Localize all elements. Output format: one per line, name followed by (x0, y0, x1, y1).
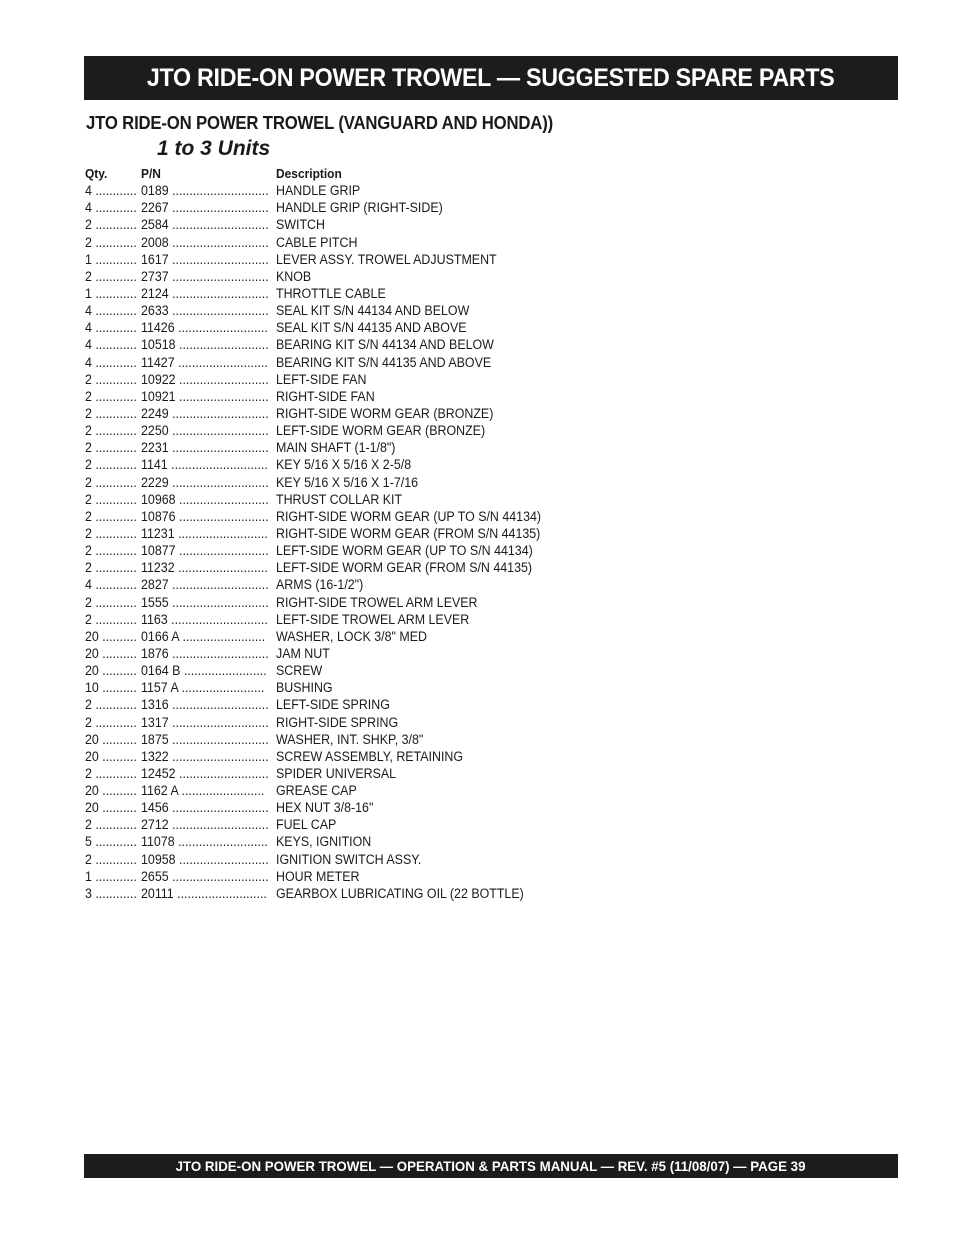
qty-cell: 2 ............ (85, 817, 137, 833)
units-heading: 1 to 3 Units (157, 137, 271, 160)
pn-cell: 2633 ............................ (141, 303, 269, 319)
qty-cell: 2 ............ (85, 423, 137, 439)
table-row (85, 576, 605, 593)
pn-cell: 12452 .......................... (141, 765, 269, 781)
parts-rows (85, 182, 605, 902)
pn-cell: 2008 ............................ (141, 234, 269, 250)
description-cell: RIGHT-SIDE FAN (276, 388, 375, 404)
table-row (85, 302, 605, 319)
qty-cell: 2 ............ (85, 543, 137, 559)
description-cell: BUSHING (276, 680, 333, 696)
description-cell: HOUR METER (276, 868, 360, 884)
pn-cell: 2827 ............................ (141, 577, 269, 593)
pn-cell: 1876 ............................ (141, 645, 269, 661)
description-cell: RIGHT-SIDE WORM GEAR (FROM S/N 44135) (276, 525, 541, 541)
table-row (85, 474, 605, 491)
pn-cell: 2229 ............................ (141, 474, 269, 490)
description-cell: FUEL CAP (276, 817, 337, 833)
qty-cell: 4 ............ (85, 303, 137, 319)
qty-cell: 1 ............ (85, 285, 137, 301)
description-cell: RIGHT-SIDE WORM GEAR (UP TO S/N 44134) (276, 508, 542, 524)
table-row (85, 662, 605, 679)
description-cell: HANDLE GRIP (276, 183, 361, 199)
table-row (85, 782, 605, 799)
table-row (85, 199, 605, 216)
pn-cell: 11426 .......................... (141, 320, 268, 336)
table-row (85, 611, 605, 628)
description-cell: LEFT-SIDE SPRING (276, 697, 390, 713)
qty-cell: 4 ............ (85, 200, 137, 216)
parts-table (85, 165, 605, 902)
description-header: Description (276, 166, 342, 181)
pn-cell: 2267 ............................ (141, 200, 269, 216)
description-cell: RIGHT-SIDE SPRING (276, 714, 399, 730)
description-cell: LEVER ASSY. TROWEL ADJUSTMENT (276, 251, 497, 267)
table-row (85, 868, 605, 885)
description-cell: GREASE CAP (276, 783, 357, 799)
pn-cell: 2249 ............................ (141, 405, 269, 421)
description-cell: KEY 5/16 X 5/16 X 2-5/8 (276, 457, 412, 473)
description-cell: WASHER, LOCK 3/8" MED (276, 628, 427, 644)
description-cell: LEFT-SIDE FAN (276, 371, 367, 387)
page-title: JTO RIDE-ON POWER TROWEL — SUGGESTED SPARE PARTS (147, 63, 835, 92)
pn-cell: 1317 ............................ (141, 714, 269, 730)
table-row (85, 799, 605, 816)
table-header-row (85, 165, 605, 182)
pn-cell: 1555 ............................ (141, 594, 269, 610)
qty-cell: 2 ............ (85, 697, 137, 713)
qty-cell: 2 ............ (85, 765, 137, 781)
description-cell: BEARING KIT S/N 44134 AND BELOW (276, 337, 494, 353)
qty-header: Qty. (85, 166, 108, 181)
qty-cell: 20 .......... (85, 645, 137, 661)
pn-cell: 2250 ............................ (141, 423, 269, 439)
table-row (85, 388, 605, 405)
qty-cell: 5 ............ (85, 834, 137, 850)
pn-cell: 2655 ............................ (141, 868, 269, 884)
table-row (85, 748, 605, 765)
table-row (85, 696, 605, 713)
table-row (85, 679, 605, 696)
qty-cell: 2 ............ (85, 457, 137, 473)
table-row (85, 371, 605, 388)
pn-cell: 10877 .......................... (141, 543, 269, 559)
table-row (85, 816, 605, 833)
table-row (85, 851, 605, 868)
pn-cell: 2712 ............................ (141, 817, 269, 833)
table-row (85, 765, 605, 782)
qty-cell: 2 ............ (85, 217, 137, 233)
table-row (85, 491, 605, 508)
qty-cell: 20 .......... (85, 663, 137, 679)
qty-cell: 4 ............ (85, 320, 137, 336)
pn-cell: 0166 A ........................ (141, 628, 266, 644)
pn-cell: 11078 .......................... (141, 834, 268, 850)
description-cell: CABLE PITCH (276, 234, 358, 250)
description-cell: HEX NUT 3/8-16" (276, 800, 374, 816)
pn-cell: 11232 .......................... (141, 560, 268, 576)
pn-cell: 0164 B ........................ (141, 663, 267, 679)
qty-cell: 2 ............ (85, 851, 137, 867)
pn-cell: 1456 ............................ (141, 800, 269, 816)
table-row (85, 251, 605, 268)
table-row (85, 508, 605, 525)
pn-cell: 10922 .......................... (141, 371, 269, 387)
qty-cell: 2 ............ (85, 388, 137, 404)
qty-cell: 10 .......... (85, 680, 137, 696)
description-cell: RIGHT-SIDE WORM GEAR (BRONZE) (276, 405, 494, 421)
qty-cell: 2 ............ (85, 491, 137, 507)
table-row (85, 559, 605, 576)
description-cell: KEY 5/16 X 5/16 X 1-7/16 (276, 474, 419, 490)
qty-cell: 1 ............ (85, 868, 137, 884)
description-cell: SCREW ASSEMBLY, RETAINING (276, 748, 464, 764)
description-cell: SEAL KIT S/N 44134 AND BELOW (276, 303, 470, 319)
description-cell: JAM NUT (276, 645, 330, 661)
qty-cell: 3 ............ (85, 885, 137, 901)
pn-cell: 1162 A ........................ (141, 783, 265, 799)
table-row (85, 542, 605, 559)
description-cell: LEFT-SIDE WORM GEAR (FROM S/N 44135) (276, 560, 533, 576)
qty-cell: 4 ............ (85, 337, 137, 353)
description-cell: ARMS (16-1/2") (276, 577, 364, 593)
table-row (85, 336, 605, 353)
pn-cell: 10958 .......................... (141, 851, 269, 867)
description-cell: MAIN SHAFT (1-1/8") (276, 440, 396, 456)
pn-cell: 1617 ............................ (141, 251, 269, 267)
pn-cell: 11231 .......................... (141, 525, 268, 541)
qty-cell: 4 ............ (85, 577, 137, 593)
table-row (85, 731, 605, 748)
pn-cell: 10921 .......................... (141, 388, 269, 404)
description-cell: SCREW (276, 663, 323, 679)
description-cell: THRUST COLLAR KIT (276, 491, 403, 507)
table-row (85, 594, 605, 611)
qty-cell: 2 ............ (85, 474, 137, 490)
table-row (85, 319, 605, 336)
description-cell: KEYS, IGNITION (276, 834, 372, 850)
qty-cell: 4 ............ (85, 354, 137, 370)
qty-cell: 20 .......... (85, 628, 137, 644)
qty-cell: 20 .......... (85, 783, 137, 799)
qty-cell: 2 ............ (85, 440, 137, 456)
description-cell: SEAL KIT S/N 44135 AND ABOVE (276, 320, 467, 336)
pn-cell: 1141 ............................ (141, 457, 268, 473)
qty-cell: 2 ............ (85, 268, 137, 284)
pn-cell: 1163 ............................ (141, 611, 268, 627)
pn-cell: 2737 ............................ (141, 268, 269, 284)
table-row (85, 885, 605, 902)
qty-cell: 2 ............ (85, 405, 137, 421)
pn-cell: 1875 ............................ (141, 731, 269, 747)
table-row (85, 216, 605, 233)
table-row (85, 439, 605, 456)
qty-cell: 2 ............ (85, 234, 137, 250)
footer-text: JTO RIDE-ON POWER TROWEL — OPERATION & PARTS MANUAL — REV. #5 (11/08/07) — PAGE 39 (176, 1158, 806, 1174)
qty-cell: 2 ............ (85, 714, 137, 730)
pn-header: P/N (141, 166, 161, 181)
qty-cell: 20 .......... (85, 731, 137, 747)
qty-cell: 20 .......... (85, 800, 137, 816)
table-row (85, 285, 605, 302)
description-cell: LEFT-SIDE WORM GEAR (UP TO S/N 44134) (276, 543, 533, 559)
table-row (85, 405, 605, 422)
table-row (85, 645, 605, 662)
qty-cell: 2 ............ (85, 508, 137, 524)
qty-cell: 2 ............ (85, 525, 137, 541)
pn-cell: 1157 A ........................ (141, 680, 265, 696)
description-cell: HANDLE GRIP (RIGHT-SIDE) (276, 200, 443, 216)
table-row (85, 456, 605, 473)
description-cell: LEFT-SIDE TROWEL ARM LEVER (276, 611, 470, 627)
pn-cell: 10876 .......................... (141, 508, 269, 524)
description-cell: BEARING KIT S/N 44135 AND ABOVE (276, 354, 492, 370)
description-cell: THROTTLE CABLE (276, 285, 386, 301)
table-row (85, 833, 605, 850)
table-row (85, 525, 605, 542)
description-cell: LEFT-SIDE WORM GEAR (BRONZE) (276, 423, 486, 439)
table-row (85, 422, 605, 439)
pn-cell: 20111 .......................... (141, 885, 267, 901)
description-cell: SPIDER UNIVERSAL (276, 765, 397, 781)
page-title-bar (84, 56, 898, 100)
table-row (85, 182, 605, 199)
table-row (85, 268, 605, 285)
footer-bar (84, 1154, 898, 1178)
pn-cell: 2584 ............................ (141, 217, 269, 233)
table-row (85, 234, 605, 251)
qty-cell: 2 ............ (85, 371, 137, 387)
qty-cell: 2 ............ (85, 594, 137, 610)
pn-cell: 11427 .......................... (141, 354, 268, 370)
table-row (85, 714, 605, 731)
pn-cell: 0189 ............................ (141, 183, 269, 199)
table-row (85, 628, 605, 645)
qty-cell: 1 ............ (85, 251, 137, 267)
description-cell: WASHER, INT. SHKP, 3/8" (276, 731, 424, 747)
description-cell: KNOB (276, 268, 312, 284)
description-cell: IGNITION SWITCH ASSY. (276, 851, 422, 867)
pn-cell: 10518 .......................... (141, 337, 269, 353)
pn-cell: 1322 ............................ (141, 748, 269, 764)
pn-cell: 1316 ............................ (141, 697, 269, 713)
qty-cell: 4 ............ (85, 183, 137, 199)
pn-cell: 2124 ............................ (141, 285, 269, 301)
pn-cell: 2231 ............................ (141, 440, 269, 456)
section-heading: JTO RIDE-ON POWER TROWEL (VANGUARD AND HONDA)) (86, 113, 553, 133)
qty-cell: 2 ............ (85, 611, 137, 627)
qty-cell: 2 ............ (85, 560, 137, 576)
description-cell: RIGHT-SIDE TROWEL ARM LEVER (276, 594, 478, 610)
table-row (85, 354, 605, 371)
description-cell: SWITCH (276, 217, 325, 233)
qty-cell: 20 .......... (85, 748, 137, 764)
description-cell: GEARBOX LUBRICATING OIL (22 BOTTLE) (276, 885, 524, 901)
pn-cell: 10968 .......................... (141, 491, 269, 507)
